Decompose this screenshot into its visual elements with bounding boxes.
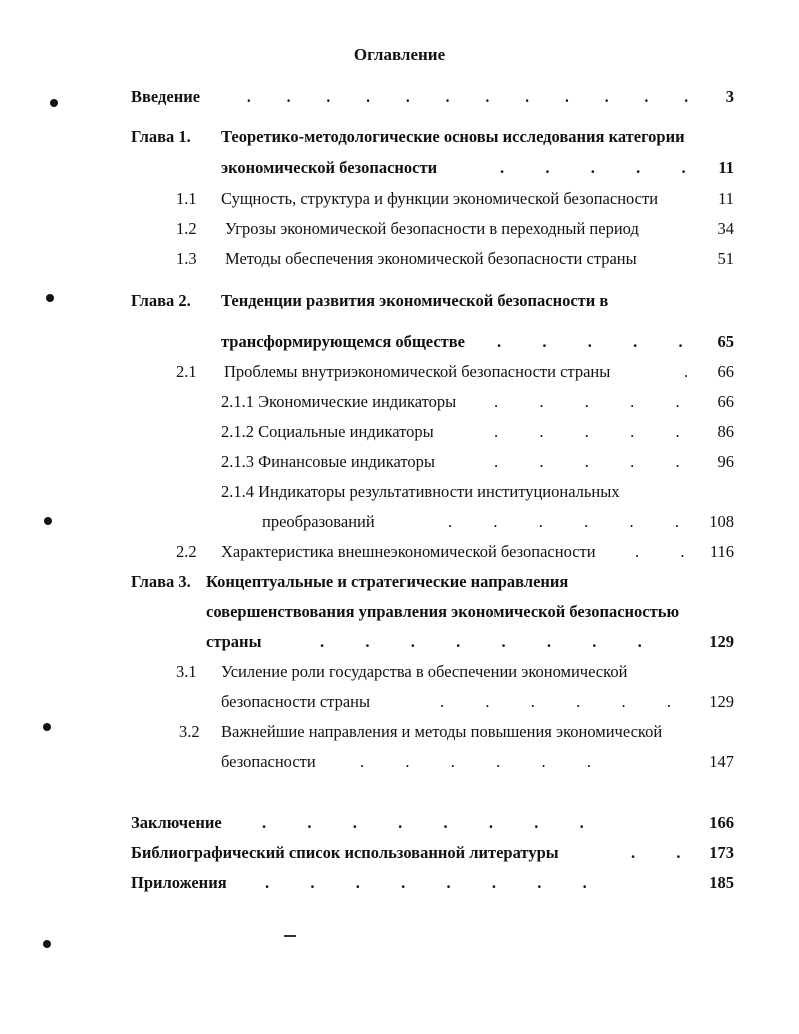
- toc-conclusion-label: Заключение: [131, 813, 222, 832]
- toc-s22-text: Характеристика внешнеэкономической безопасности: [221, 542, 596, 561]
- toc-s31-num: 3.1: [176, 662, 197, 681]
- toc-ch3-page: 129: [709, 632, 734, 651]
- toc-ch1-dots: . . . . .: [500, 158, 686, 177]
- toc-s11-num: 1.1: [176, 189, 197, 208]
- toc-s32-line2: безопасности: [221, 752, 316, 771]
- toc-ss214-page: 108: [709, 512, 734, 531]
- toc-ss211-text: 2.1.1 Экономические индикаторы: [221, 392, 457, 411]
- binder-hole-3: [44, 517, 52, 525]
- toc-s12-num: 1.2: [176, 219, 197, 238]
- page-title: Оглавление: [353, 45, 446, 64]
- toc-s32-num: 3.2: [179, 722, 200, 741]
- toc-s22-num: 2.2: [176, 542, 197, 561]
- toc-appendix-page: 185: [709, 873, 734, 892]
- toc-ss212-dots: . . . . .: [494, 422, 680, 441]
- toc-s12-page: 34: [717, 219, 734, 238]
- toc-ch3-dots: . . . . . . . .: [320, 632, 642, 651]
- toc-ss212-text: 2.1.2 Социальные индикаторы: [221, 422, 434, 441]
- toc-ss214-dots: . . . . . .: [448, 512, 679, 531]
- toc-ss211-page: 66: [717, 392, 734, 411]
- toc-ch1-title-line1: Теоретико-методологические основы исследования категории: [221, 127, 685, 146]
- toc-ss211-dots: . . . . .: [494, 392, 680, 411]
- toc-s31-line1: Усиление роли государства в обеспечении экономической: [221, 662, 628, 681]
- toc-s13-text: Методы обеспечения экономической безопасности страны: [225, 249, 637, 268]
- toc-s21-text: Проблемы внутриэкономической безопасности страны: [224, 362, 611, 381]
- binder-hole-2: [46, 294, 54, 302]
- toc-ch2-title-line1: Тенденции развития экономической безопасности в: [221, 291, 609, 310]
- toc-ch2-title-line2: трансформирующемся обществе: [221, 332, 465, 351]
- toc-ss214-line1: 2.1.4 Индикаторы результативности институциональных: [221, 482, 620, 501]
- toc-appendix-dots: . . . . . . . .: [265, 873, 587, 892]
- toc-ch2-label: Глава 2.: [131, 291, 191, 310]
- binder-hole-1: [50, 99, 58, 107]
- toc-ss213-text: 2.1.3 Финансовые индикаторы: [221, 452, 436, 471]
- toc-ch3-label: Глава 3.: [131, 572, 191, 591]
- toc-s32-dots: . . . . . .: [360, 752, 591, 771]
- toc-conclusion-dots: . . . . . . . .: [262, 813, 584, 832]
- binder-hole-4: [43, 723, 51, 731]
- toc-ch1-label: Глава 1.: [131, 127, 191, 146]
- toc-s32-line1: Важнейшие направления и методы повышения экономической: [221, 722, 663, 741]
- toc-s22-dots: . .: [635, 542, 685, 561]
- toc-ss213-page: 96: [717, 452, 734, 471]
- toc-s31-page: 129: [709, 692, 734, 711]
- toc-ch3-title-line2: совершенствования управления экономической безопасностью: [206, 602, 680, 621]
- toc-s13-page: 51: [717, 249, 734, 268]
- toc-s21-num: 2.1: [176, 362, 197, 381]
- toc-ss213-dots: . . . . .: [494, 452, 680, 471]
- toc-s22-page: 116: [709, 542, 734, 561]
- toc-bibliography-label: Библиографический список использованной литературы: [131, 843, 559, 862]
- toc-conclusion-page: 166: [709, 813, 734, 832]
- toc-s13-num: 1.3: [176, 249, 197, 268]
- toc-s21-page: 66: [717, 362, 734, 381]
- toc-s31-line2: безопасности страны: [221, 692, 371, 711]
- toc-s12-text: Угрозы экономической безопасности в переходный период: [225, 219, 639, 238]
- toc-bibliography-page: 173: [709, 843, 734, 862]
- toc-ch2-dots: . . . . .: [497, 332, 683, 351]
- toc-s11-text: Сущность, структура и функции экономической безопасности: [221, 189, 659, 208]
- toc-intro-label: Введение: [131, 87, 201, 106]
- toc-intro-page: 3: [725, 87, 734, 106]
- toc-ch1-title-line2: экономической безопасности: [221, 158, 438, 177]
- toc-ss212-page: 86: [717, 422, 734, 441]
- toc-ch1-page: 11: [718, 158, 734, 177]
- toc-ch3-title-line3: страны: [206, 632, 262, 651]
- toc-ss214-line2: преобразований: [262, 512, 375, 531]
- toc-appendix-label: Приложения: [131, 873, 227, 892]
- toc-s31-dots: . . . . . .: [440, 692, 671, 711]
- toc-ch2-page: 65: [717, 332, 734, 351]
- toc-intro-dots: . . . . . . . . . . . .: [247, 87, 688, 106]
- toc-s32-page: 147: [709, 752, 734, 771]
- binder-hole-5: [43, 940, 51, 948]
- toc-bibliography-dots: . .: [631, 843, 681, 862]
- toc-s21-dots: .: [684, 362, 688, 381]
- toc-ch3-title-line1: Концептуальные и стратегические направления: [206, 572, 569, 591]
- toc-s11-page: 11: [718, 189, 734, 208]
- scan-mark: [284, 935, 296, 937]
